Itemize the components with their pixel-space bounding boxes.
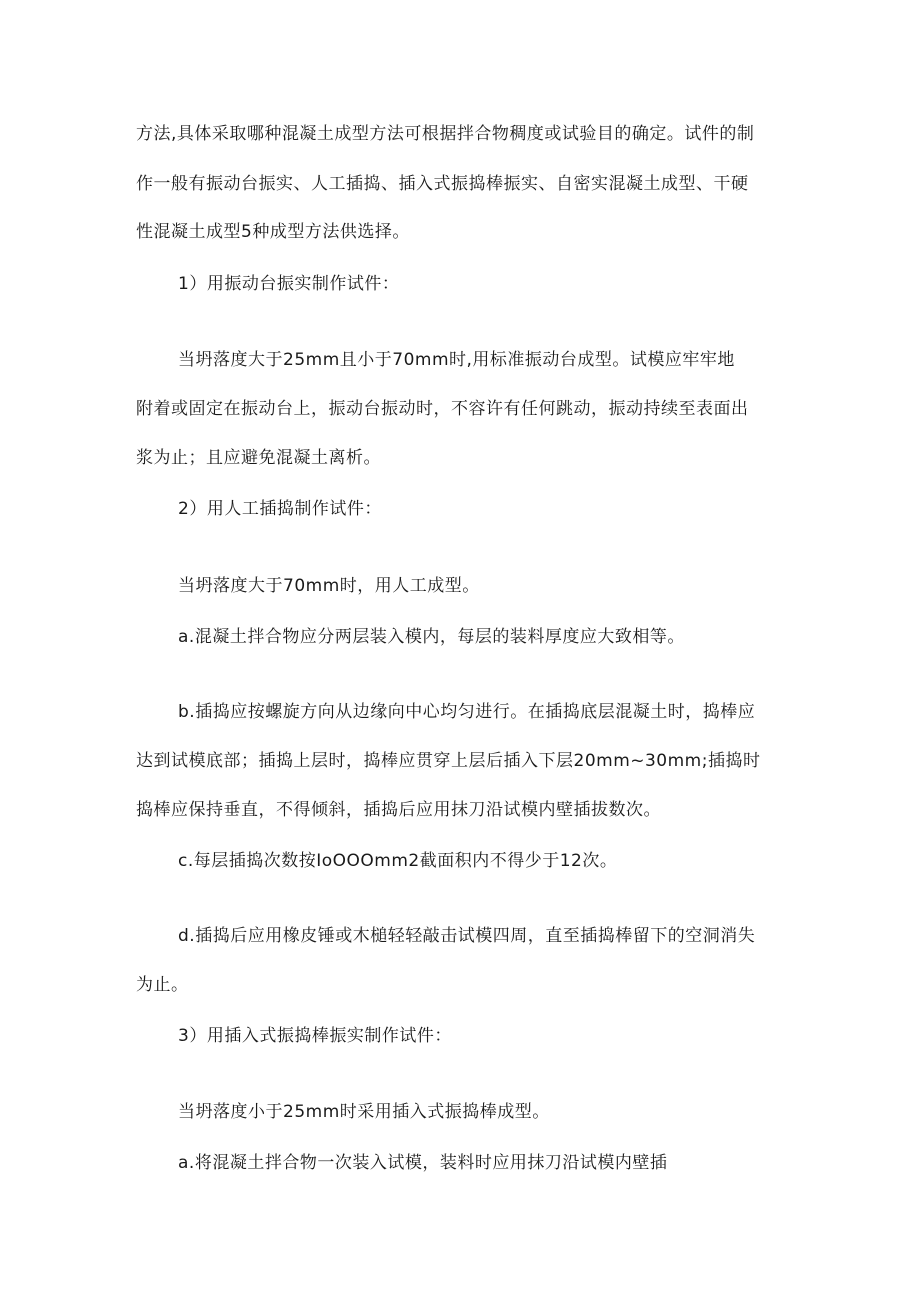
- text-line: c.每层插捣次数按IoOOOmm2截面积内不得少于12次。: [178, 851, 618, 871]
- section-heading: 2）用人工插捣制作试件：: [178, 499, 382, 519]
- text-line: 当坍落度小于25mm时采用插入式振捣棒成型。: [178, 1102, 550, 1122]
- text-line: 当坍落度大于25mm且小于70mm时,用标准振动台成型。试模应牢牢地: [178, 350, 735, 370]
- text-line: b.插捣应按螺旋方向从边缘向中心均匀进行。在插捣底层混凝土时，捣棒应: [178, 702, 756, 722]
- section-heading: 1）用振动台振实制作试件：: [178, 274, 400, 294]
- text-line: 附着或固定在振动台上，振动台振动时，不容许有任何跳动，振动持续至表面出: [136, 399, 749, 419]
- text-line: 当坍落度大于70mm时，用人工成型。: [178, 576, 480, 596]
- text-line: 浆为止；且应避免混凝土离析。: [136, 448, 381, 468]
- text-line: d.插捣后应用橡皮锤或木槌轻轻敲击试模四周，直至插捣棒留下的空洞消失: [178, 926, 756, 946]
- text-line: 作一般有振动台振实、人工插捣、插入式振捣棒振实、自密实混凝土成型、干硬: [136, 174, 749, 194]
- text-line: 性混凝土成型5种成型方法供选择。: [136, 222, 410, 242]
- text-line: 达到试模底部；插捣上层时，捣棒应贯穿上层后插入下层20mm~30mm;插捣时: [136, 751, 761, 771]
- text-line: 捣棒应保持垂直，不得倾斜，插捣后应用抹刀沿试模内壁插拔数次。: [136, 800, 661, 820]
- text-line: 方法,具体采取哪种混凝土成型方法可根据拌合物稠度或试验目的确定。试件的制: [136, 124, 755, 144]
- text-line: a.将混凝土拌合物一次装入试模，装料时应用抹刀沿试模内壁插: [178, 1153, 668, 1173]
- text-line: 为止。: [136, 975, 189, 995]
- section-heading: 3）用插入式振捣棒振实制作试件：: [178, 1026, 452, 1046]
- text-line: a.混凝土拌合物应分两层装入模内，每层的装料厚度应大致相等。: [178, 627, 685, 647]
